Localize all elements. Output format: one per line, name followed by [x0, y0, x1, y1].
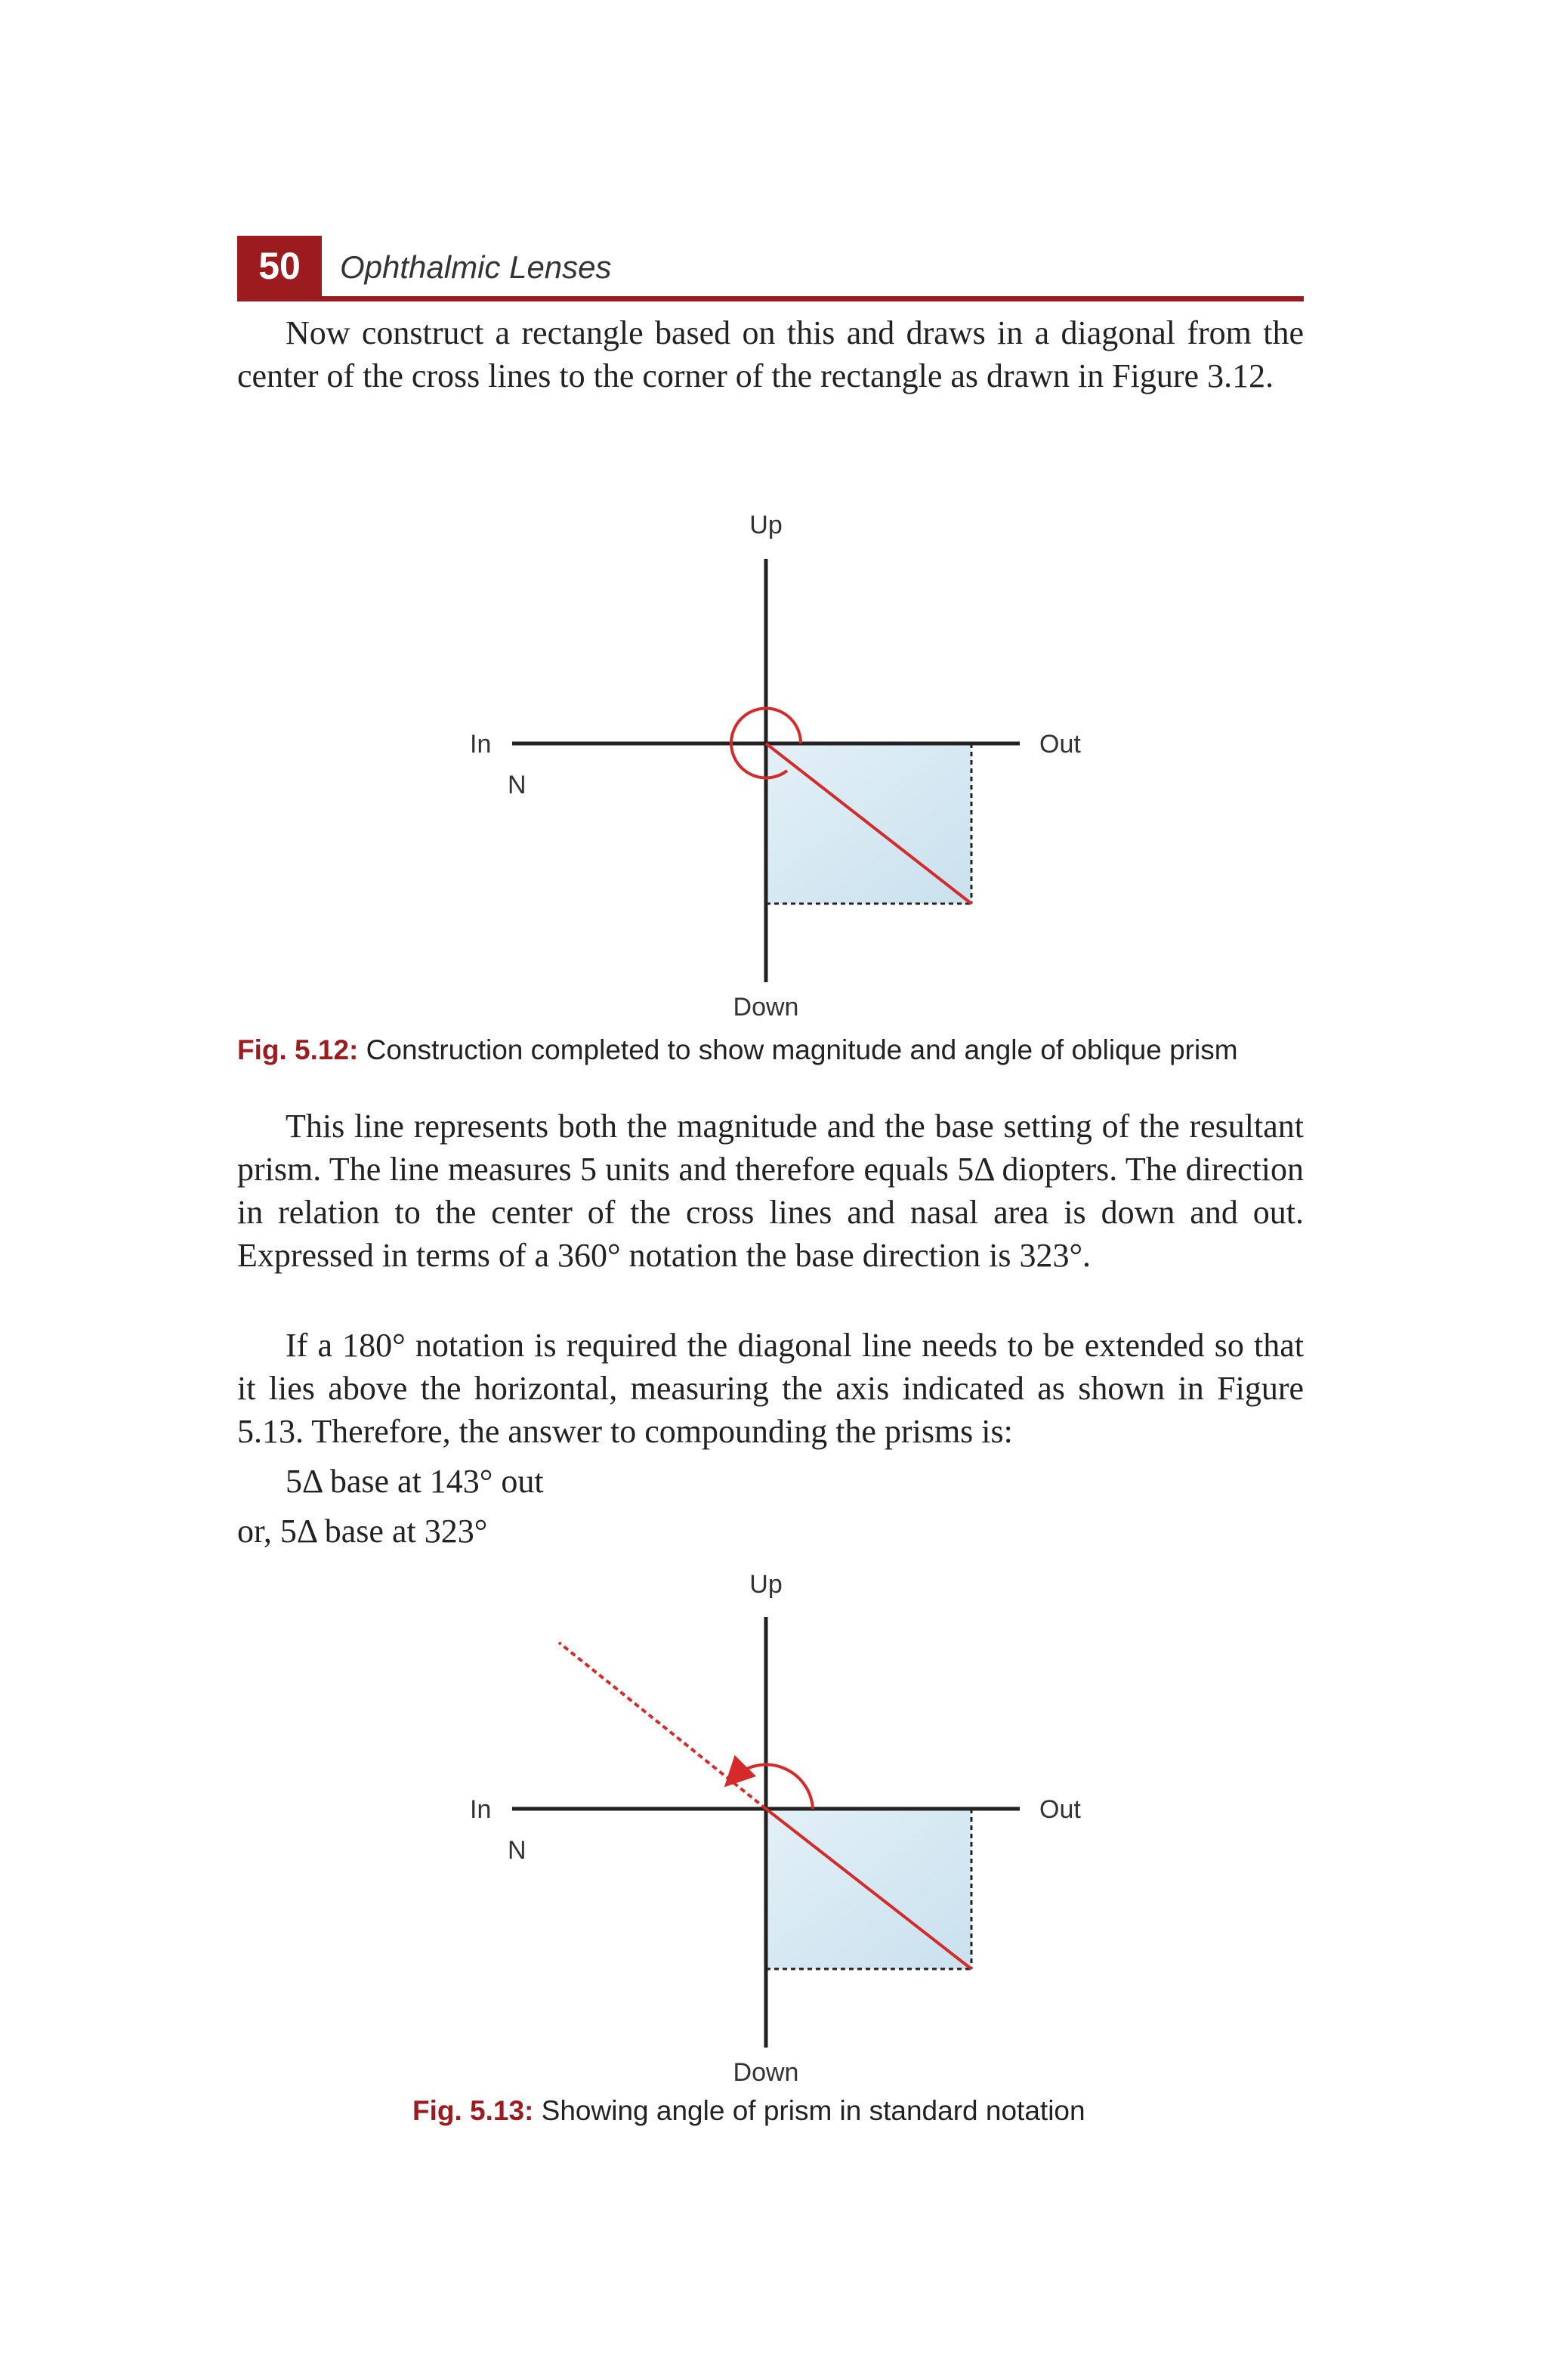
paragraph-1: Now construct a rectangle based on this and draws in a diagonal from the center of the cross lines to the corner of the rectangle as drawn in Figure 3.12.: [237, 314, 1304, 394]
paragraph-2: This line represents both the magnitude and the base setting of the resultant prism. The line measures 5 units and therefore equals 5Δ diopters. The direction in relation to the center of the cross lines and nasal area is down and out. Expressed in terms of a 360° notation the base direction is 323°.: [237, 1108, 1304, 1274]
angle-arc-arrow: [733, 1765, 813, 1809]
label-up: Up: [749, 511, 783, 539]
label-down: Down: [733, 993, 799, 1022]
label-out: Out: [1039, 1795, 1081, 1824]
label-up: Up: [749, 1570, 783, 1599]
figure-5-13: [423, 1564, 1103, 2093]
extended-diagonal-dashed: [559, 1643, 766, 1809]
label-nasal: N: [508, 1836, 526, 1865]
figure-5-12-caption: [237, 1032, 1238, 1068]
label-nasal: N: [508, 771, 526, 799]
figure-5-13-caption-label: Fig. 5.13:: [412, 2095, 534, 2126]
label-in: In: [470, 1795, 492, 1824]
page-number: 50: [237, 236, 322, 296]
answer-line-2: or, 5Δ base at 323°: [237, 1513, 488, 1550]
figure-5-12-caption-text: Construction completed to show magnitude and angle of oblique prism: [366, 1034, 1238, 1065]
page-header: [237, 236, 1304, 301]
figure-5-12: [423, 499, 1103, 1028]
answer-line-1: 5Δ base at 143° out: [286, 1463, 544, 1500]
figure-5-13-caption-text: Showing angle of prism in standard notation: [541, 2095, 1085, 2126]
paragraph-3: If a 180° notation is required the diagonal line needs to be extended so that it lies above the horizontal, measuring the axis indicated as shown in Figure 5.13. Therefore, the answer to compounding the prisms is:: [237, 1327, 1304, 1450]
running-title: Ophthalmic Lenses: [340, 249, 612, 285]
label-in: In: [470, 730, 492, 759]
figure-5-13-caption: [412, 2093, 1085, 2129]
figure-5-12-caption-label: Fig. 5.12:: [237, 1034, 359, 1065]
label-down: Down: [733, 2058, 799, 2087]
label-out: Out: [1039, 730, 1081, 759]
